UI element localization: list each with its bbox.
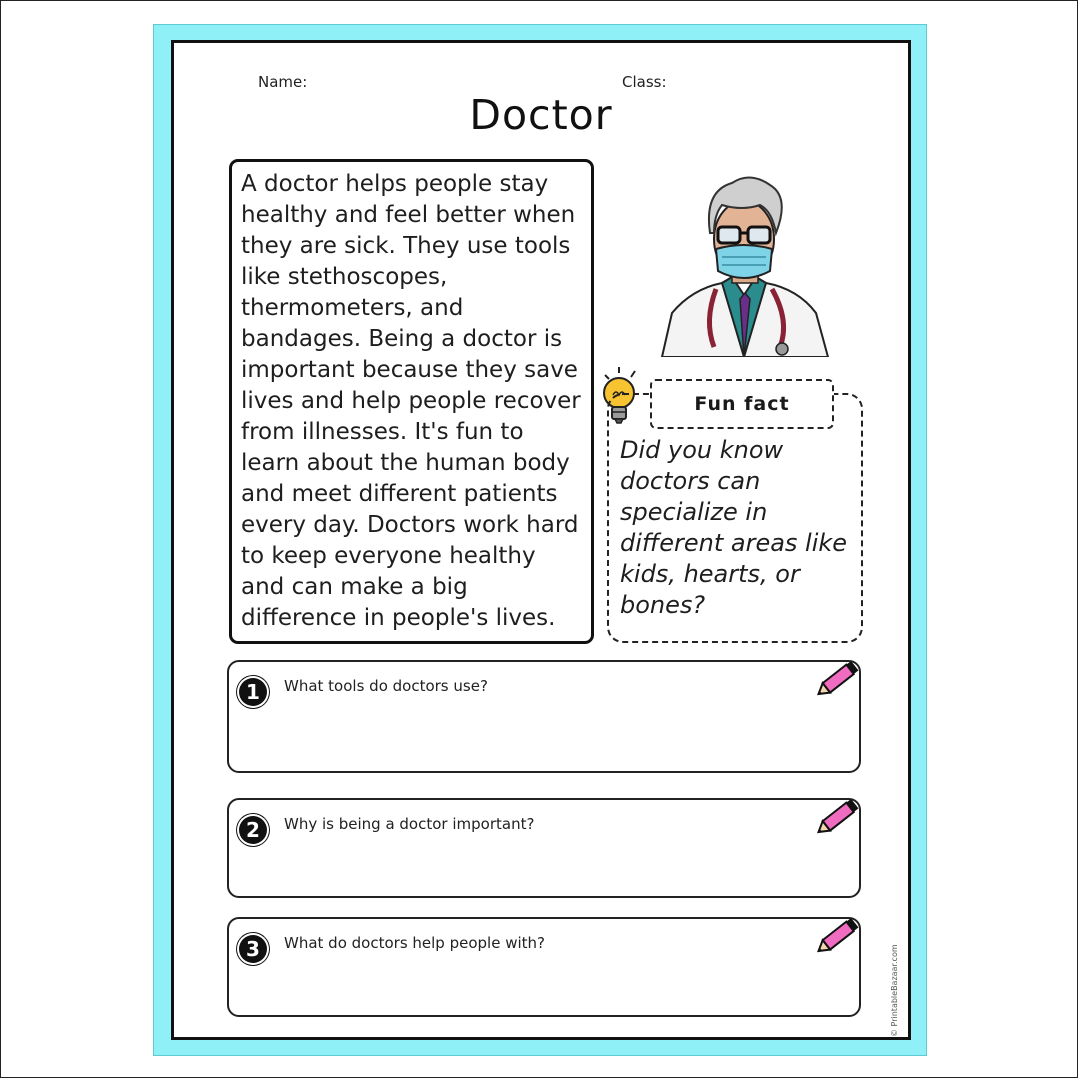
pencil-icon — [813, 792, 865, 840]
question-number-badge: 3 — [237, 933, 269, 965]
question-1-answer-box[interactable] — [227, 660, 861, 773]
question-text: What do doctors help people with? — [284, 934, 545, 952]
worksheet-frame — [153, 24, 927, 1056]
question-number-badge: 1 — [237, 676, 269, 708]
reading-passage: A doctor helps people stay healthy and feel better when they are sick. They use tools like stethoscopes, thermometers, and bandages. Being a doctor is important because they save lives and help people recover from illnesses. It's fun to learn about the human body and meet different patients every day. Doctors work hard to keep everyone healthy and can make a big difference in people's lives. — [229, 159, 594, 644]
question-2-answer-box[interactable] — [227, 798, 861, 898]
pencil-icon — [813, 654, 865, 702]
credit-text: © PrintableBazaar.com — [890, 944, 899, 1037]
question-text: What tools do doctors use? — [284, 677, 488, 695]
name-label: Name: — [258, 73, 308, 91]
fun-fact-text: Did you know doctors can specialize in different areas like kids, hearts, or bones? — [620, 436, 848, 619]
class-label: Class: — [622, 73, 667, 91]
fun-fact-heading: Fun fact — [650, 379, 834, 429]
doctor-illustration — [652, 171, 836, 357]
question-text: Why is being a doctor important? — [284, 815, 535, 833]
pencil-icon — [813, 911, 865, 959]
worksheet-paper — [171, 40, 911, 1040]
question-3-answer-box[interactable] — [227, 917, 861, 1017]
page-title: Doctor — [469, 91, 613, 139]
question-number-badge: 2 — [237, 814, 269, 846]
